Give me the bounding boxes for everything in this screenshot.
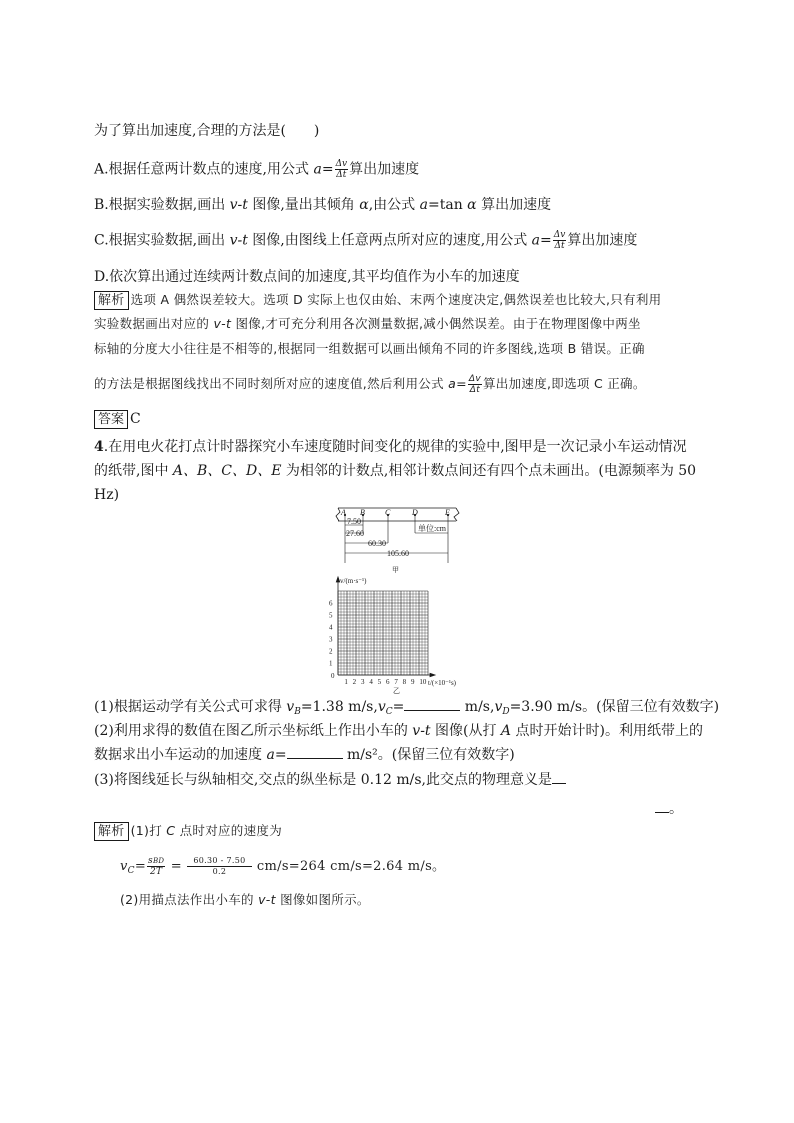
origin-label: 0: [331, 672, 335, 680]
fraction-dv-dt: $\frac{\Delta v}{\Delta t}$: [468, 374, 481, 395]
answer-blank-vc[interactable]: [404, 698, 460, 711]
part-2-cont: 数据求出小车运动的加速度 a= m/s²。(保留三位有效数字): [94, 747, 515, 763]
analysis-line-2: 实验数据画出对应的 v-t 图像,才可充分利用各次测量数据,减小偶然误差。由于在物理图像中两坐: [94, 316, 641, 331]
tape-label-d: D: [412, 508, 418, 517]
x-tick-label: 8: [402, 678, 407, 686]
x-tick-labels: [344, 678, 427, 686]
x-tick-label: 10: [419, 678, 427, 686]
figure-caption-yi: 乙: [393, 687, 400, 695]
grid-lines: [338, 591, 428, 675]
fraction-dv-dt: $\frac{\Delta v}{\Delta t}$: [335, 159, 348, 180]
dim-label-105-60: 105.60: [387, 549, 409, 558]
fraction-sbd-2t: $\frac{\text{sBD}}{2T}$: [148, 856, 165, 877]
q4-analysis-formula: $v_C=$ $\frac{\text{sBD}}{2T}$ = $\frac{60.30 - 7.50}{0.2}$ cm/s=264 cm/s=2.64 m/s。: [120, 856, 446, 877]
x-tick-label: 7: [394, 678, 398, 686]
option-b[interactable]: B.根据实验数据,画出 v-t 图像,量出其倾角 α,由公式 a=tan α 算出加速度: [94, 197, 552, 213]
tape-right-tear: [454, 508, 459, 521]
unit-label: 单位:cm: [418, 524, 446, 533]
x-tick-label: 2: [352, 678, 357, 686]
x-axis-label: t/(×10⁻¹s): [428, 679, 457, 687]
x-tick-label: 6: [386, 678, 390, 686]
dim-label-27-60: 27.60: [346, 529, 364, 538]
question3-stem: 为了算出加速度,合理的方法是( ): [94, 123, 320, 139]
x-tick-label: 1: [344, 678, 348, 686]
vt-graph-grid[interactable]: [320, 575, 470, 695]
fraction-value: $\frac{60.30 - 7.50}{0.2}$: [187, 856, 251, 877]
answer-blank-meaning[interactable]: [552, 771, 566, 784]
option-a[interactable]: A.根据任意两计数点的速度,用公式 a= $\frac{\Delta v}{\Delta t}$ 算出加速度: [94, 159, 420, 180]
y-axis-label: v/(m·s⁻¹): [340, 577, 367, 585]
fraction-dv-dt: $\frac{\Delta v}{\Delta t}$: [553, 230, 566, 251]
answer-tag: 答案: [94, 410, 128, 429]
question4-line-3: Hz): [94, 487, 120, 503]
analysis-line-1: 解析 选项 A 偶然误差较大。选项 D 实际上也仅由始、末两个速度决定,偶然误差也比较大,只有利用: [94, 290, 661, 310]
option-d[interactable]: D.依次算出通过连续两计数点间的加速度,其平均值作为小车的加速度: [94, 269, 520, 285]
question4-line-1: 4.在用电火花打点计时器探究小车速度随时间变化的规律的实验中,图甲是一次记录小车运动情况: [94, 439, 687, 455]
answer-blank-a[interactable]: [287, 746, 343, 759]
y-tick-label: 3: [329, 635, 333, 644]
x-axis-arrow: [430, 673, 435, 676]
part-2: (2)利用求得的数值在图乙所示坐标纸上作出小车的 v-t 图像(从打 A 点时开始计时)。利用纸带上的: [94, 723, 703, 739]
y-tick-label: 1: [329, 659, 333, 668]
y-tick-label: 2: [329, 647, 333, 656]
figure-caption-jia: 甲: [392, 566, 399, 574]
analysis-tag: 解析: [94, 291, 129, 310]
y-tick-label: 4: [329, 623, 333, 632]
answer-line: 答案 C: [94, 409, 141, 429]
q4-analysis-line-3: (2)用描点法作出小车的 v-t 图像如图所示。: [120, 892, 370, 907]
option-c[interactable]: C.根据实验数据,画出 v-t 图像,由图线上任意两点所对应的速度,用公式 a= $\frac{\Delta v}{\Delta t}$ 算出加速度: [94, 230, 638, 251]
x-tick-label: 5: [377, 678, 382, 686]
dim-label-7-50: 7.50: [347, 517, 361, 526]
y-tick-label: 5: [329, 611, 333, 620]
question4-line-2: 的纸带,图中 A、B、C、D、E 为相邻的计数点,相邻计数点间还有四个点未画出。(电源频率为 50: [94, 463, 697, 479]
x-tick-label: 4: [369, 678, 373, 686]
dim-label-60-30: 60.30: [368, 539, 386, 548]
analysis-line-4: 的方法是根据图线找出不同时刻所对应的速度值,然后利用公式 a= $\frac{\Delta v}{\Delta t}$ 算出加速度,即选项 C 正确。: [94, 374, 646, 395]
answer-blank-meaning-end[interactable]: [655, 800, 669, 813]
tape-label-c: C: [385, 508, 391, 517]
part-1: (1)根据运动学有关公式可求得 $v_B=1.38$ $m/s,v_C= m/s,v_D=3.90$ m/s。(保留三位有效数字): [94, 699, 720, 717]
analysis-line-3: 标轴的分度大小往往是不相等的,根据同一组数据可以画出倾角不同的许多图线,选项 B 错误。正确: [94, 341, 645, 356]
tape-label-e: E: [445, 508, 450, 517]
y-tick-labels: [329, 600, 333, 668]
q4-analysis-line-1: 解析 (1)打 C 点时对应的速度为: [94, 821, 282, 841]
y-tick-label: 6: [329, 599, 333, 608]
paper-tape-figure: [330, 505, 470, 577]
part-3-end: 。: [655, 799, 683, 819]
tape-label-a: A: [341, 508, 346, 517]
x-tick-label: 3: [361, 678, 365, 686]
part-3: (3)将图线延长与纵轴相交,交点的纵坐标是 0.12 m/s,此交点的物理意义是: [94, 770, 566, 790]
x-tick-label: 9: [411, 678, 415, 686]
analysis-tag-q4: 解析: [94, 822, 129, 841]
tape-label-b: B: [360, 508, 365, 517]
tape-left-tear: [336, 508, 340, 521]
